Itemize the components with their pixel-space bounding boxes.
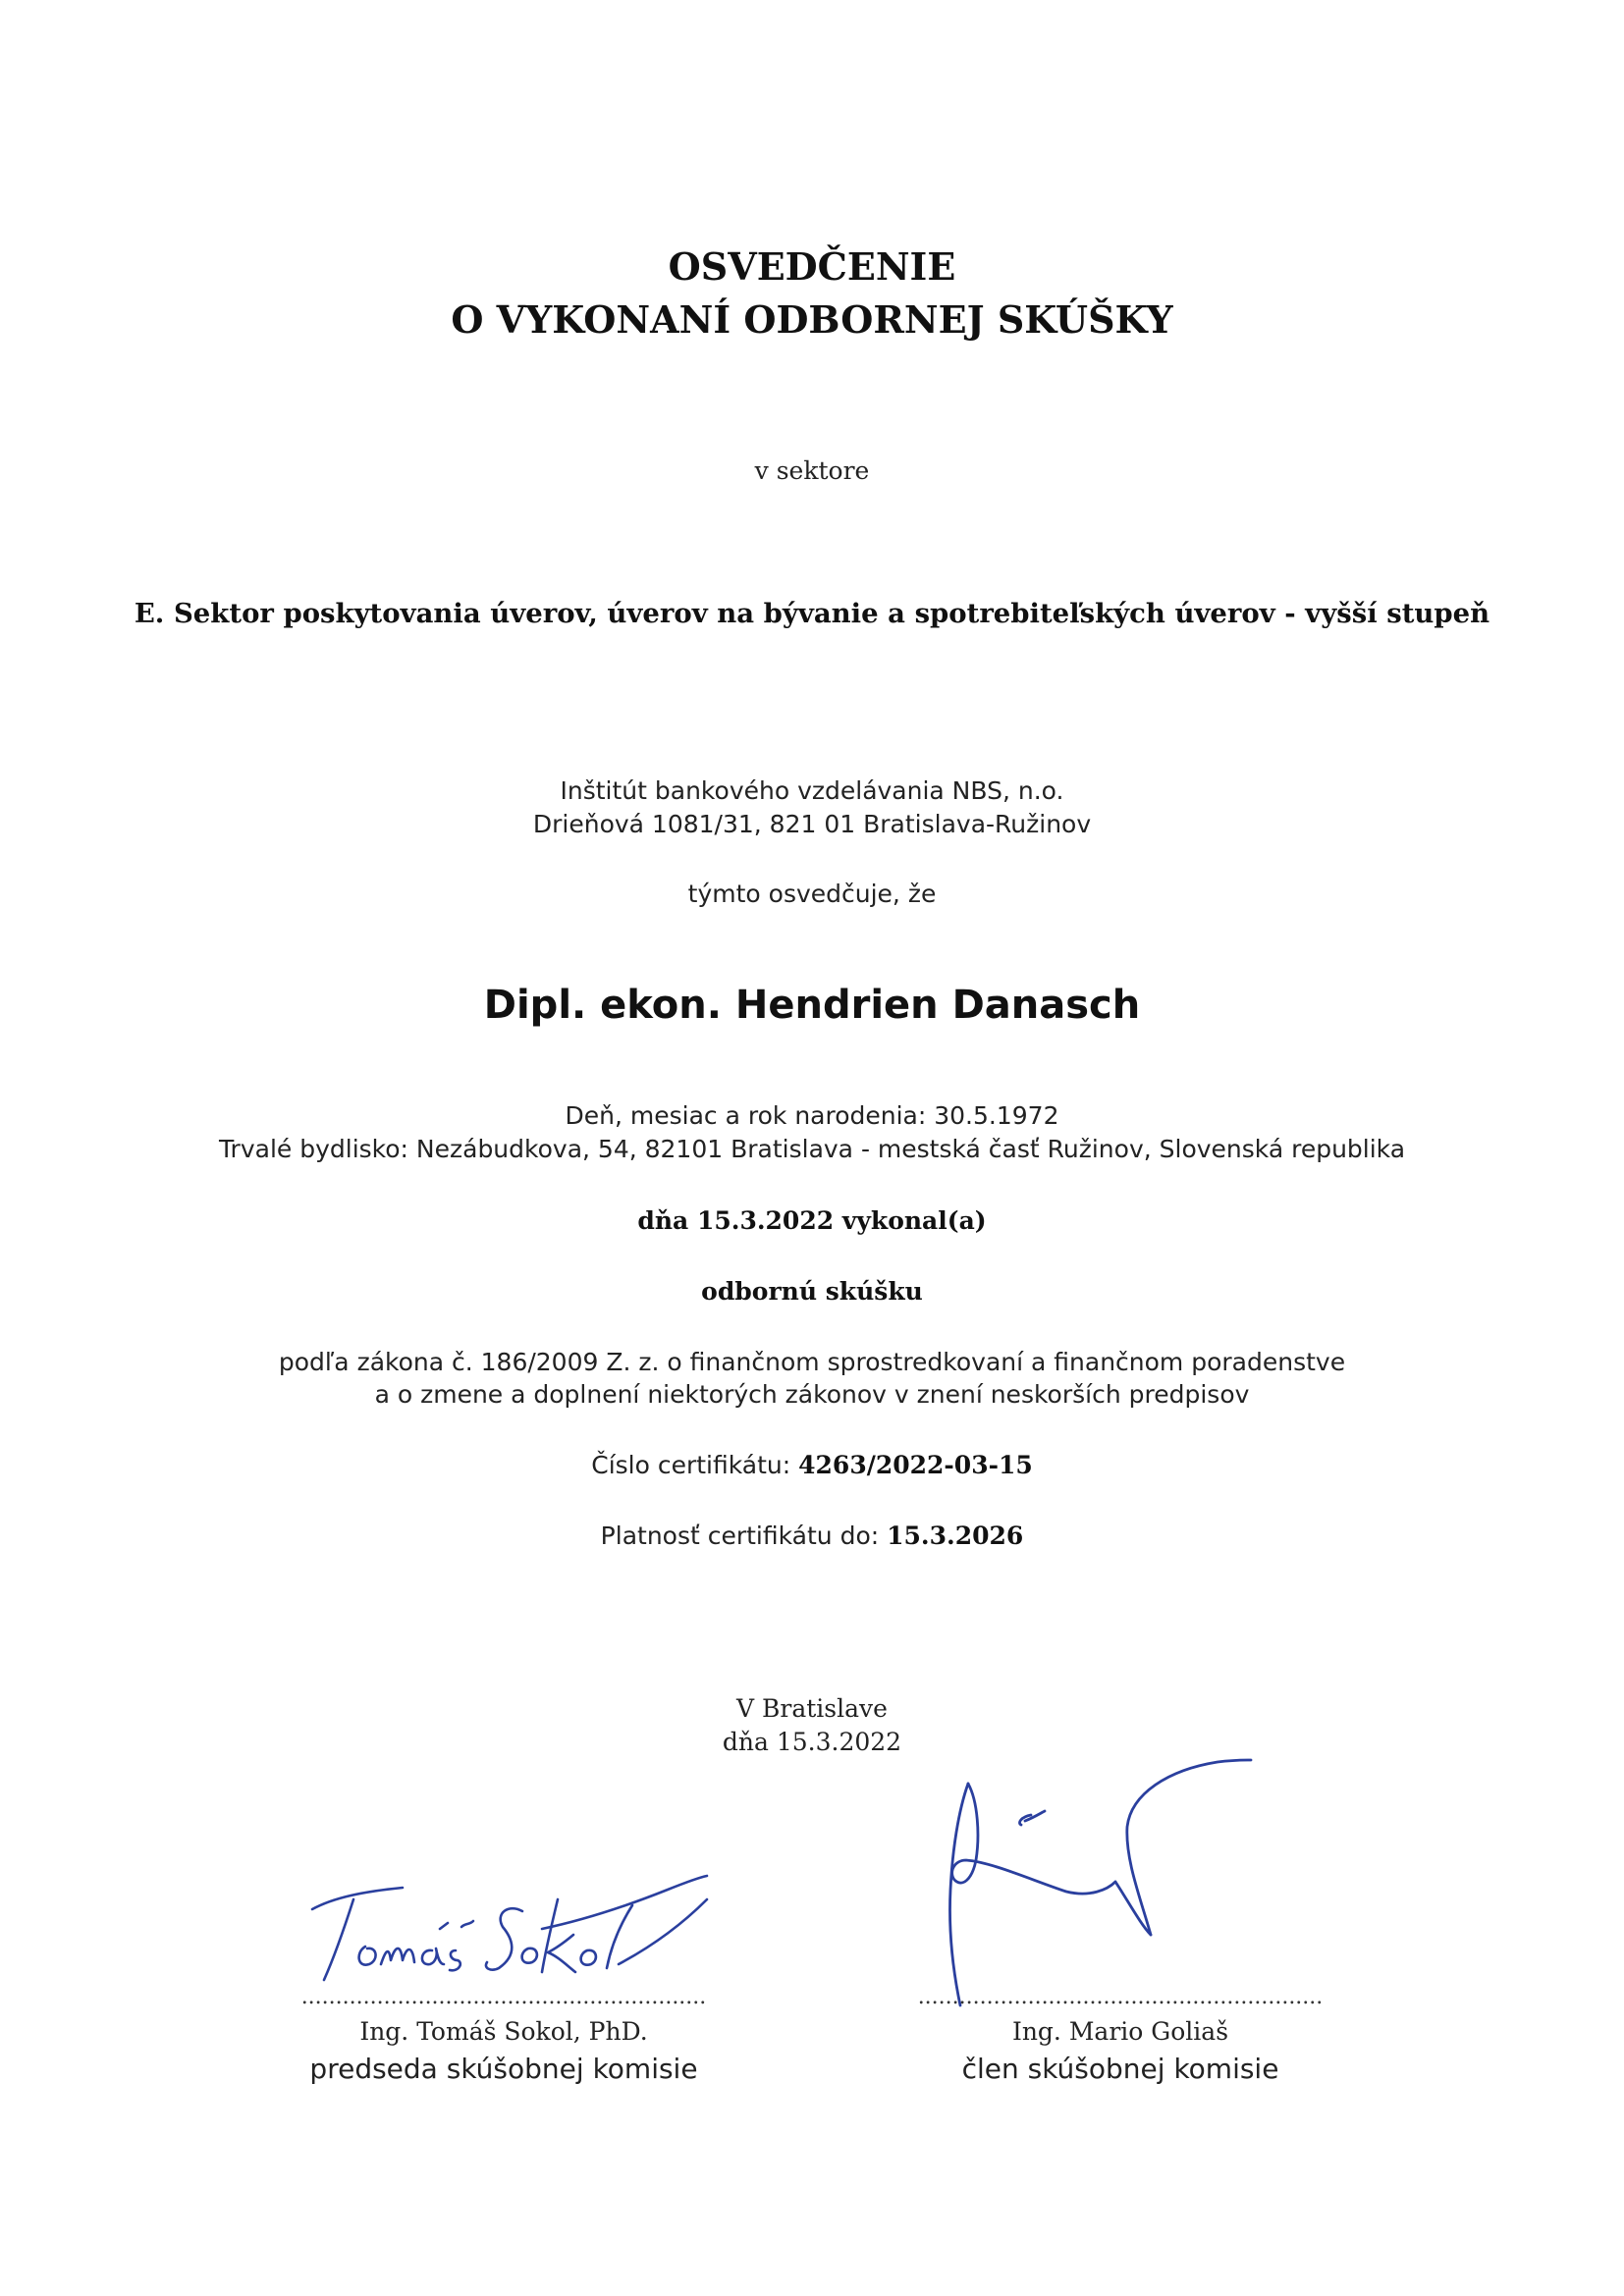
signatory-1 — [273, 1987, 734, 2089]
certificate-validity: 15.3.2026 — [887, 1522, 1024, 1550]
signature-mario-golias — [884, 1742, 1296, 2012]
law-line-2: a o zmene a doplnení niektorých zákonov v znení neskorších predpisov — [374, 1380, 1250, 1409]
signatory-2-name: Ing. Mario Goliaš — [1011, 2017, 1229, 2046]
signatory-2-role: člen skúšobnej komisie — [961, 2053, 1279, 2085]
title-line-2: O VYKONANÍ ODBORNEJ SKÚŠKY — [451, 297, 1173, 342]
signatory-2 — [890, 1987, 1351, 2089]
signatory-1-name: Ing. Tomáš Sokol, PhD. — [359, 2017, 648, 2046]
law-line-1: podľa zákona č. 186/2009 Z. z. o finančnom sprostredkovaní a finančnom poradenstve — [278, 1348, 1346, 1376]
certificate-number-label: Číslo certifikátu: — [591, 1451, 791, 1479]
holder-birth: Deň, mesiac a rok narodenia: 30.5.1972 — [565, 1101, 1059, 1130]
certifies-text: týmto osvedčuje, že — [687, 880, 937, 908]
issued-date: dňa 15.3.2022 — [722, 1728, 902, 1756]
holder-name: Dipl. ekon. Hendrien Danasch — [483, 983, 1141, 1028]
signature-tomas-sokol — [295, 1870, 717, 1993]
exam-type: odbornú skúšku — [701, 1277, 923, 1306]
certificate-validity-label: Platnosť certifikátu do: — [600, 1522, 880, 1550]
certificate-validity-row — [0, 1519, 1624, 1554]
signature-line-2: ........................................................... — [917, 1987, 1324, 2008]
issued-place: V Bratislave — [736, 1694, 888, 1723]
title-line-1: OSVEDČENIE — [668, 244, 956, 289]
holder-residence: Trvalé bydlisko: Nezábudkova, 54, 82101 Bratislava - mestská časť Ružinov, Slovenská republika — [218, 1135, 1406, 1163]
institution-address: Drieňová 1081/31, 821 01 Bratislava-Ružinov — [532, 810, 1092, 838]
certificate-number-row — [0, 1448, 1624, 1483]
institution-name: Inštitút bankového vzdelávania NBS, n.o. — [560, 776, 1064, 805]
exam-performed: dňa 15.3.2022 vykonal(a) — [637, 1206, 987, 1235]
sector-name: E. Sektor poskytovania úverov, úverov na bývanie a spotrebiteľských úverov - vyšší stupeň — [134, 598, 1490, 629]
signatory-1-role: predseda skúšobnej komisie — [309, 2053, 698, 2085]
certificate-number: 4263/2022-03-15 — [798, 1451, 1033, 1479]
sector-intro: v sektore — [754, 456, 870, 485]
signature-line-1: ........................................................... — [300, 1987, 707, 2008]
